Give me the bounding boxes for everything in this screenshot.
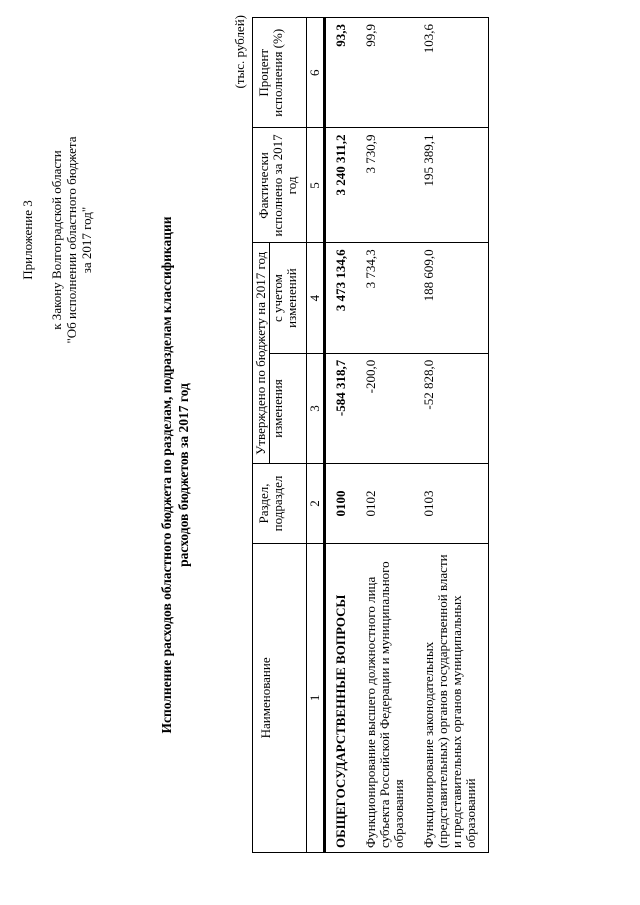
index-2: 2 — [307, 464, 325, 544]
header-percent: Процент исполнения (%) — [253, 18, 307, 129]
appendix-law-title: "Об исполнении областного бюджета — [64, 136, 79, 344]
appendix-law-ref: к Закону Волгоградской области — [49, 150, 64, 330]
header-section: Раздел, подраздел — [253, 464, 307, 544]
row-percent: 99,9 — [358, 18, 416, 129]
index-1: 1 — [307, 543, 325, 852]
expenditure-table — [252, 17, 489, 853]
table-row — [416, 18, 489, 853]
units-label: (тыс. рублей) — [232, 15, 247, 89]
header-row — [253, 18, 270, 853]
header-actual: Фактически исполнено за 2017 год — [253, 128, 307, 243]
index-4: 4 — [307, 243, 325, 353]
index-3: 3 — [307, 353, 325, 463]
row-changes: -584 318,7 — [325, 353, 359, 463]
header-approved: Утверждено по бюджету на 2017 год — [253, 243, 270, 464]
row-actual: 195 389,1 — [416, 128, 489, 243]
row-code: 0103 — [416, 464, 489, 544]
row-code: 0100 — [325, 464, 359, 544]
row-name: Функционирование законодательных (представительных) органов государственной власти и представительных органов муниципальных образований — [416, 543, 489, 852]
row-name: ОБЩЕГОСУДАРСТВЕННЫЕ ВОПРОСЫ — [325, 543, 359, 852]
index-row — [307, 18, 325, 853]
row-with-changes: 188 609,0 — [416, 243, 489, 353]
index-6: 6 — [307, 18, 325, 129]
row-changes: -200,0 — [358, 353, 416, 463]
header-changes: изменения — [270, 353, 307, 463]
title-line-2: расходов бюджетов за 2017 год — [176, 383, 191, 567]
title-line-1: Исполнение расходов областного бюджета по разделам, подразделам классификации — [159, 216, 174, 734]
row-changes: -52 828,0 — [416, 353, 489, 463]
row-percent: 93,3 — [325, 18, 359, 129]
row-actual: 3 240 311,2 — [325, 128, 359, 243]
index-5: 5 — [307, 128, 325, 243]
row-with-changes: 3 734,3 — [358, 243, 416, 353]
table-row — [358, 18, 416, 853]
row-name: Функционирование высшего должностного лица субъекта Российской Федерации и муниципального образования — [358, 543, 416, 852]
table-row — [325, 18, 359, 853]
header-with-changes: с учетом изменений — [270, 243, 307, 353]
row-percent: 103,6 — [416, 18, 489, 129]
row-code: 0102 — [358, 464, 416, 544]
appendix-header — [20, 110, 94, 370]
appendix-law-year: за 2017 год" — [79, 206, 94, 274]
row-with-changes: 3 473 134,6 — [325, 243, 359, 353]
appendix-number: Приложение 3 — [20, 200, 35, 280]
page-title — [158, 165, 192, 785]
row-actual: 3 730,9 — [358, 128, 416, 243]
header-name: Наименование — [253, 543, 307, 852]
